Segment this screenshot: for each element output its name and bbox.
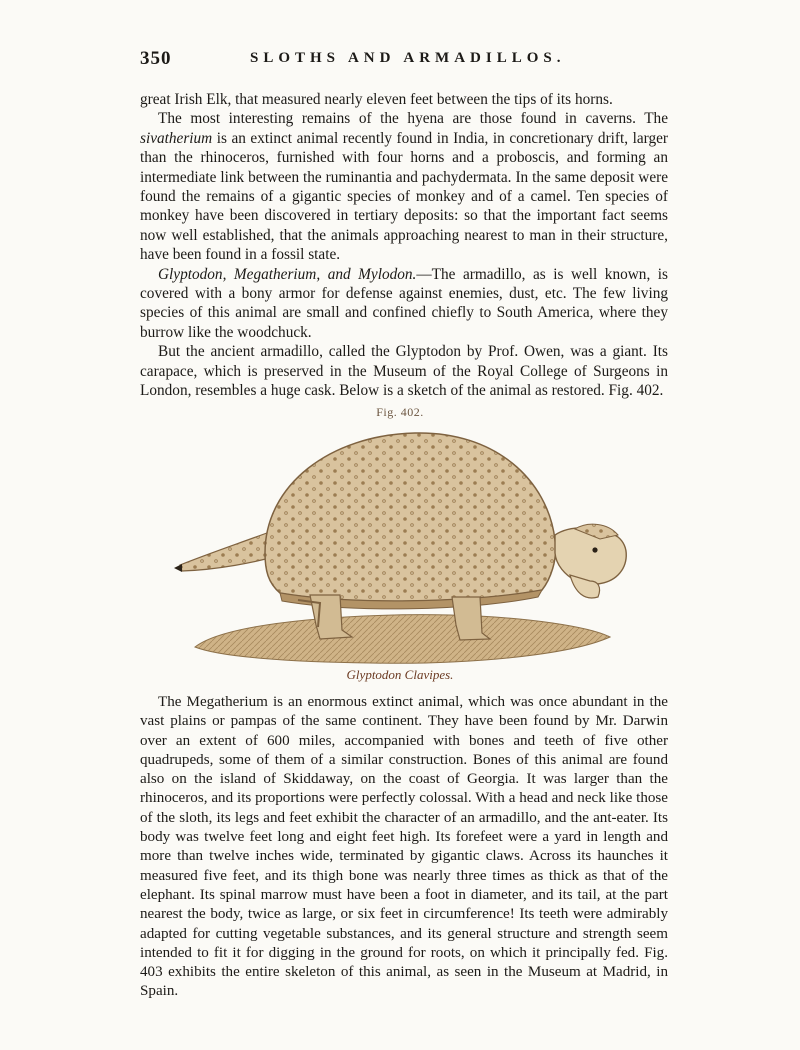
paragraph-megatherium: The Megatherium is an enormous extinct animal, which was once abundant in the vast plains or pampas of the same continent. They have been found by Mr. Darwin over an extent of 600 miles, accompanied with bones and teeth of five other quadrupeds, some of them of a similar construction. Bones of this animal are found also on the island of Skiddaway, on the coast of Georgia. It was larger than the rhinoceros, and its proportions were perfectly colossal. With a head and neck like those of the sloth, its legs and feet exhibit the character of an armadillo, and the ant-eater. Its body was twelve feet long and eight feet high. Its forefeet were a yard in length and more than twelve inches wide, terminated by gigantic claws. Across its haunches it measured five feet, and its thigh bone was nearly three times as thick as that of the elephant. Its spinal marrow must have been a foot in diameter, and its tail, at the part nearest the body, twice as large, or six feet in circumference! Its teeth were admirably adapted for cutting vegetable substances, and its general structure and strength seem intended to fit it for digging in the ground for roots, on which it principally fed. Fig. 403 exhibits the entire skeleton of this animal, as seen in the Museum at Madrid, in Spain. (140, 694, 668, 1000)
text-block-bottom (140, 693, 668, 1002)
figure-label: Fig. 402. (376, 405, 424, 419)
page-number: 350 (140, 48, 172, 69)
glyptodon-carapace (265, 433, 556, 601)
paragraph-hyena-intro: The most interesting remains of the hyena are those found in caverns. The (158, 110, 668, 128)
paragraph-hyena-rest: is an extinct animal recently found in India, in concretionary drift, larger than the rhinoceros, furnished with four horns and a proboscis, and forming an intermediate link between the ruminantia and pachydermata. In the same deposit were found the remains of a gigantic species of monkey and of a camel. Ten species of monkey have been discovered in tertiary deposits: so that the important fact seems now well established, that the animals approaching nearest to man in their structure, have been found in a fossil state. (140, 129, 668, 264)
page-header (140, 48, 670, 72)
paragraph-elk: great Irish Elk, that measured nearly eleven feet between the tips of its horns. (140, 91, 613, 108)
figure-caption: Glyptodon Clavipes. (346, 667, 454, 682)
glyptodon-eye (592, 547, 597, 552)
tail-tip (174, 564, 182, 572)
glyptodon-illustration (170, 425, 640, 670)
paragraph-armadillo (140, 265, 668, 343)
term-sivatherium: sivatherium (140, 129, 213, 147)
paragraph-hyena (140, 109, 668, 264)
paragraph-glyptodon: But the ancient armadillo, called the Glyptodon by Prof. Owen, was a giant. Its carapace, which is preserved in the Museum of the Royal College of Surgeons in London, resembles a huge cask. Below is a sketch of the animal as restored. Fig. 402. (140, 343, 668, 400)
section-heading-glyptodon: Glyptodon, Megatherium, and Mylodon. (158, 265, 417, 283)
glyptodon-head (555, 528, 626, 585)
running-title: SLOTHS AND ARMADILLOS. (250, 50, 566, 66)
paragraph-armadillo-rest: —The armadillo, as is well known, is covered with a bony armor for defense against enemies, dust, etc. The few living species of this animal are small and confined chiefly to South America, where they burrow like the woodchuck. (140, 265, 668, 341)
text-block-top (140, 90, 668, 401)
glyptodon-engraving (170, 425, 640, 670)
ground-mound (195, 615, 610, 664)
